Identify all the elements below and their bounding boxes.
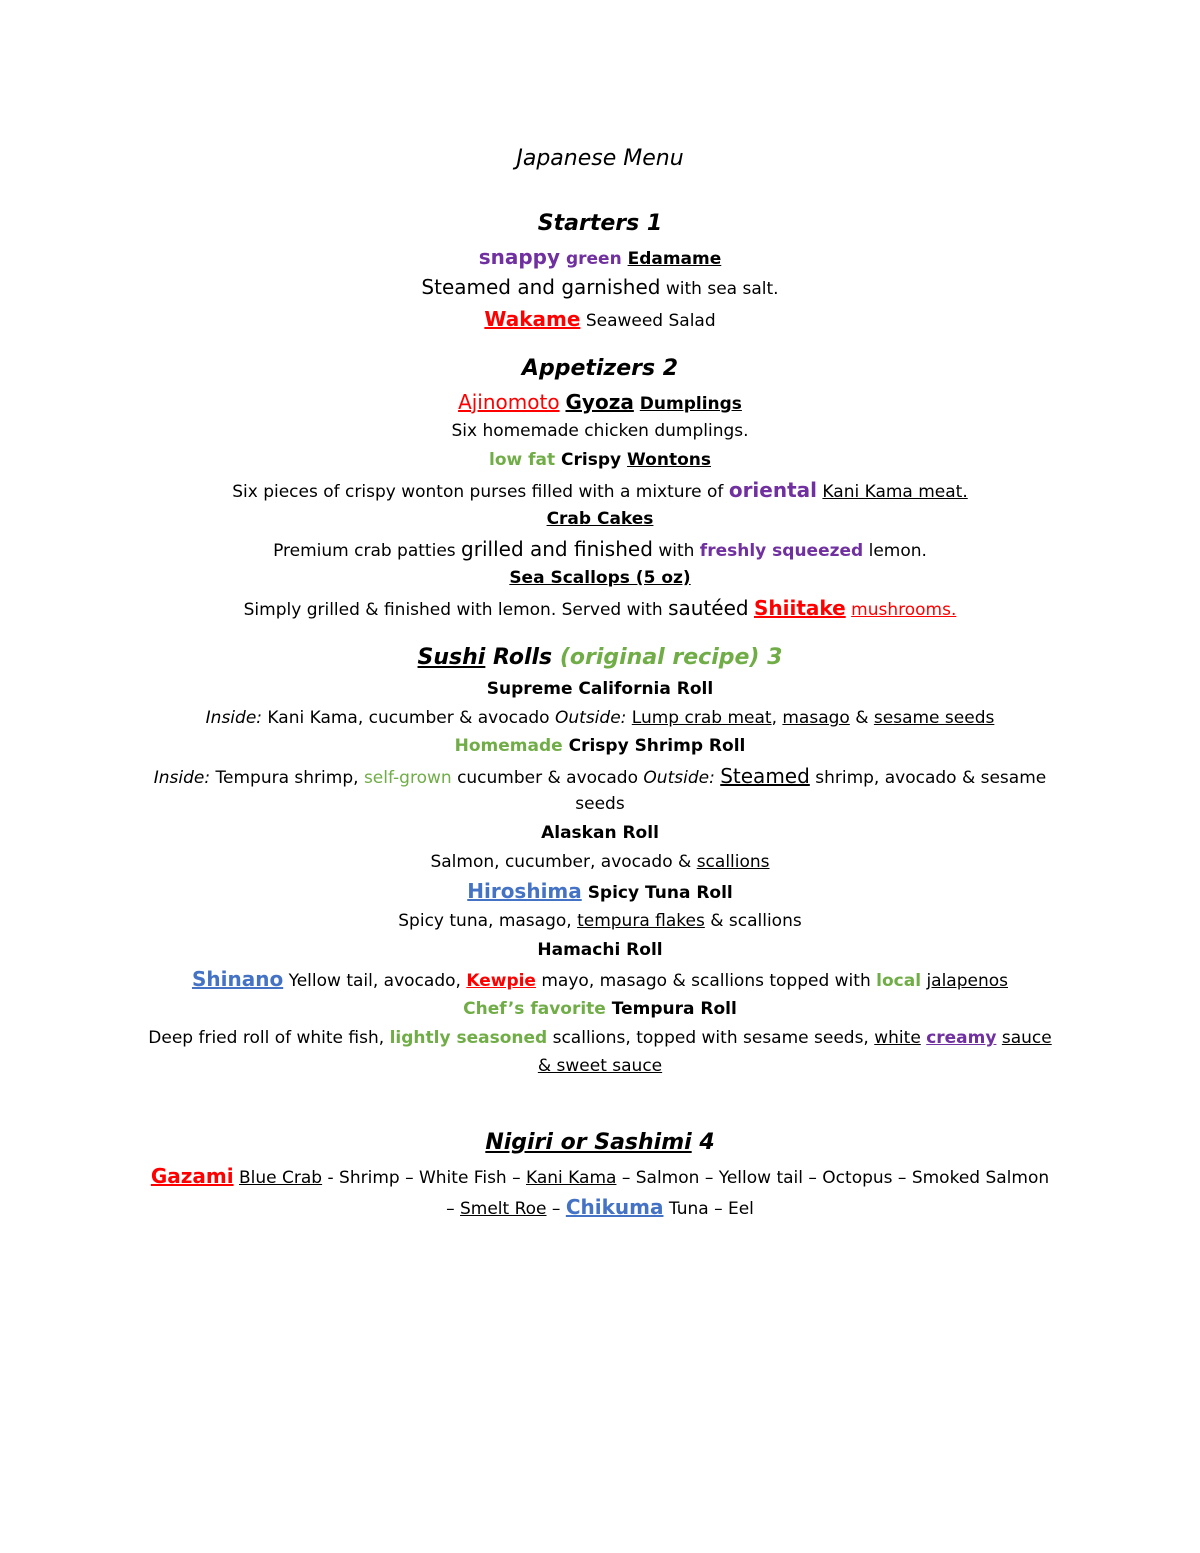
- shrimp-roll-adjective: Homemade: [454, 736, 563, 756]
- gyoza-brand: Ajinomoto: [458, 390, 560, 414]
- scallops-desc-sauteed: sautéed: [668, 596, 749, 620]
- sushi-heading-sushi: Sushi: [417, 645, 486, 670]
- appetizers-heading: Appetizers 2: [521, 356, 679, 381]
- nigiri-dash-2: –: [551, 1199, 561, 1219]
- edamame-desc-emphasis: Steamed and garnished: [421, 275, 661, 299]
- california-inside-label: Inside:: [205, 708, 263, 728]
- hamachi-desc-jalapenos: jalapenos: [926, 971, 1009, 991]
- crab-desc-emphasis: grilled and finished: [461, 537, 653, 561]
- california-inside-text: Kani Kama, cucumber & avocado: [267, 708, 550, 728]
- shrimp-roll-description: [0, 762, 1200, 793]
- spicy-tuna-brand: Hiroshima: [467, 879, 582, 903]
- nigiri-dash-1: –: [446, 1199, 455, 1219]
- california-outside-label: Outside:: [555, 708, 627, 728]
- hamachi-desc-brand: Shinano: [191, 967, 284, 991]
- scallops-item: [0, 564, 1200, 593]
- shrimp-roll-name: Crispy Shrimp Roll: [568, 736, 746, 756]
- sushi-heading-rolls: Rolls: [493, 645, 553, 670]
- tempura-desc-white: white: [874, 1028, 921, 1048]
- nigiri-heading: [0, 1126, 1200, 1160]
- shrimp-inside-rest: cucumber & avocado: [457, 768, 639, 788]
- nigiri-heading-number: 4: [699, 1130, 715, 1155]
- wontons-description: [0, 476, 1200, 507]
- wontons-adjective: low fat: [489, 450, 556, 470]
- tempura-roll-name: Tempura Roll: [611, 999, 737, 1019]
- hamachi-desc-kewpie: Kewpie: [466, 971, 536, 991]
- hamachi-desc-local: local: [876, 971, 922, 991]
- tempura-roll-item: [0, 995, 1200, 1024]
- gyoza-item: [0, 388, 1200, 419]
- nigiri-list-part-1: - Shrimp – White Fish –: [327, 1168, 521, 1188]
- shrimp-inside-text: Tempura shrimp,: [215, 768, 359, 788]
- page-title: Japanese Menu: [516, 146, 684, 171]
- edamame-adjective-2: green: [565, 249, 622, 269]
- edamame-name: Edamame: [627, 249, 722, 269]
- spicy-desc-text: Spicy tuna, masago,: [398, 911, 572, 931]
- tempura-roll-adjective: Chef’s favorite: [463, 999, 606, 1019]
- california-roll-item: Supreme California Roll: [486, 679, 714, 699]
- gyoza-description: Six homemade chicken dumplings.: [451, 421, 749, 441]
- hamachi-roll-description: [0, 965, 1200, 996]
- tempura-desc-adjective: lightly seasoned: [389, 1028, 548, 1048]
- hamachi-desc-text: Yellow tail, avocado,: [288, 971, 461, 991]
- tempura-desc-text: Deep fried roll of white fish,: [148, 1028, 385, 1048]
- alaskan-desc-text: Salmon, cucumber, avocado &: [430, 852, 692, 872]
- nigiri-blue-crab: Blue Crab: [239, 1168, 323, 1188]
- nigiri-gazami: Gazami: [150, 1164, 234, 1188]
- california-outside-masago: masago: [782, 708, 850, 728]
- crab-desc-with: with: [658, 541, 695, 561]
- nigiri-list-part-2: – Salmon – Yellow tail – Octopus – Smoked Salmon: [621, 1168, 1050, 1188]
- wontons-desc-adjective: oriental: [728, 478, 818, 502]
- scallops-name: Sea Scallops (5 oz): [509, 568, 691, 588]
- crab-desc-lemon: lemon.: [868, 541, 927, 561]
- edamame-description: [0, 273, 1200, 304]
- wakame-name: Wakame: [484, 307, 581, 331]
- california-ampersand: &: [855, 708, 869, 728]
- shrimp-roll-item: [0, 732, 1200, 761]
- nigiri-kani-kama: Kani Kama: [526, 1168, 617, 1188]
- wontons-crispy: Crispy: [561, 450, 622, 470]
- hamachi-roll-item: Hamachi Roll: [537, 940, 663, 960]
- sushi-heading: [0, 641, 1200, 675]
- wontons-name: Wontons: [627, 450, 711, 470]
- california-roll-description: [0, 704, 1200, 733]
- tempura-desc-sauce: sauce: [1001, 1028, 1052, 1048]
- alaskan-desc-scallions: scallions: [696, 852, 770, 872]
- tempura-desc-creamy: creamy: [926, 1028, 997, 1048]
- nigiri-chikuma: Chikuma: [565, 1195, 664, 1219]
- wontons-desc-meat: Kani Kama meat.: [822, 482, 968, 502]
- nigiri-tuna-eel: Tuna – Eel: [668, 1199, 754, 1219]
- nigiri-heading-text: Nigiri or Sashimi: [485, 1130, 692, 1155]
- alaskan-roll-item: Alaskan Roll: [541, 823, 659, 843]
- nigiri-smelt-roe: Smelt Roe: [460, 1199, 547, 1219]
- crab-cakes-description: [0, 535, 1200, 566]
- alaskan-roll-description: [0, 848, 1200, 877]
- tempura-desc-middle: scallions, topped with sesame seeds,: [552, 1028, 869, 1048]
- california-comma: ,: [771, 708, 777, 728]
- spicy-tuna-description: [0, 907, 1200, 936]
- gyoza-dumplings: Dumplings: [639, 394, 742, 414]
- gyoza-name: Gyoza: [565, 390, 634, 414]
- wontons-desc-text: Six pieces of crispy wonton purses filled with a mixture of: [232, 482, 724, 502]
- crab-desc-text: Premium crab patties: [273, 541, 456, 561]
- spicy-desc-flakes: tempura flakes: [577, 911, 705, 931]
- tempura-desc-sweet-sauce: & sweet sauce: [537, 1056, 663, 1076]
- sushi-heading-recipe: (original recipe): [559, 645, 760, 670]
- tempura-roll-description-continued: [0, 1052, 1200, 1081]
- spicy-desc-scallions: & scallions: [710, 911, 802, 931]
- wakame-item: [0, 305, 1200, 336]
- scallops-desc-shiitake: Shiitake: [753, 596, 846, 620]
- wontons-item: [0, 446, 1200, 475]
- edamame-item: [0, 243, 1200, 274]
- edamame-desc-rest: with sea salt.: [665, 279, 779, 299]
- spicy-tuna-roll-item: [0, 877, 1200, 908]
- scallops-desc-mushrooms: mushrooms.: [851, 600, 957, 620]
- hamachi-desc-mayo: mayo, masago & scallions topped with: [541, 971, 871, 991]
- crab-cakes-item: [0, 505, 1200, 534]
- crab-desc-adjective: freshly squeezed: [699, 541, 864, 561]
- crab-cakes-name: Crab Cakes: [546, 509, 654, 529]
- shrimp-outside-label: Outside:: [643, 768, 715, 788]
- california-outside-crab: Lump crab meat: [631, 708, 772, 728]
- shrimp-outside-steamed: Steamed: [720, 764, 810, 788]
- starters-heading: Starters 1: [537, 211, 663, 236]
- sushi-heading-number: 3: [767, 645, 783, 670]
- shrimp-inside-adjective: self-grown: [363, 768, 452, 788]
- tempura-roll-description: [0, 1024, 1200, 1053]
- shrimp-roll-description-continued: seeds: [575, 794, 625, 814]
- nigiri-list-line-2: [0, 1193, 1200, 1224]
- edamame-adjective-1: snappy: [478, 245, 561, 269]
- california-outside-sesame: sesame seeds: [873, 708, 995, 728]
- scallops-desc-text: Simply grilled & finished with lemon. Served with: [243, 600, 663, 620]
- shrimp-outside-rest: shrimp, avocado & sesame: [815, 768, 1047, 788]
- spicy-tuna-name: Spicy Tuna Roll: [587, 883, 733, 903]
- wakame-desc: Seaweed Salad: [585, 311, 716, 331]
- nigiri-list-line-1: [0, 1162, 1200, 1193]
- shrimp-inside-label: Inside:: [153, 768, 211, 788]
- scallops-description: [0, 594, 1200, 625]
